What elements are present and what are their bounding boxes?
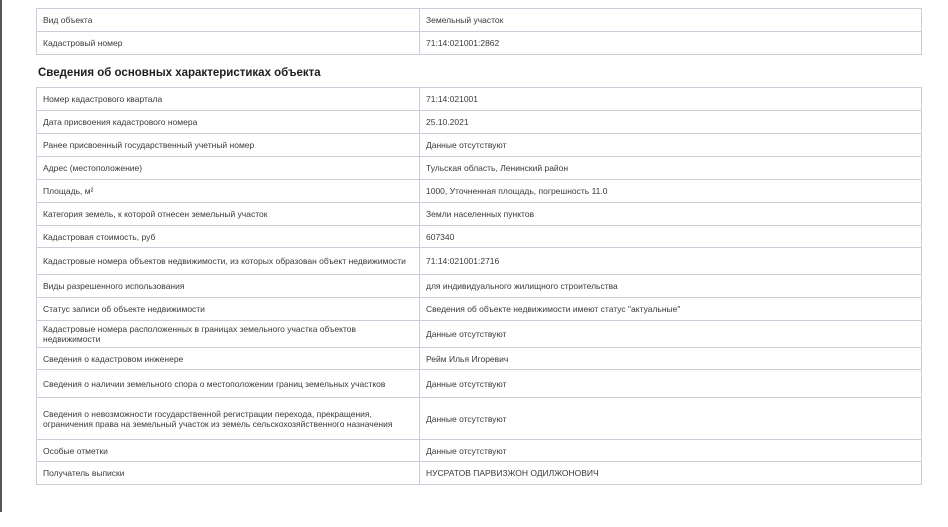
row-value: 1000, Уточненная площадь, погрешность 11.0	[420, 180, 922, 203]
row-value: Рейм Илья Игоревич	[420, 348, 922, 370]
table-row	[37, 226, 922, 248]
table-row	[37, 462, 922, 485]
table-row	[37, 157, 922, 180]
row-value: НУСРАТОВ ПАРВИЗЖОН ОДИЛЖОНОВИЧ	[420, 462, 922, 485]
row-value: 71:14:021001:2862	[420, 32, 922, 55]
row-label: Статус записи об объекте недвижимости	[37, 298, 420, 321]
table-row	[37, 248, 922, 275]
table-row	[37, 321, 922, 348]
window-edge	[0, 0, 2, 512]
row-label: Особые отметки	[37, 440, 420, 462]
table-row	[37, 134, 922, 157]
table-row	[37, 348, 922, 370]
row-label: Кадастровая стоимость, руб	[37, 226, 420, 248]
table-row	[37, 370, 922, 398]
row-label: Кадастровые номера объектов недвижимости, из которых образован объект недвижимости	[37, 248, 420, 275]
row-value: 607340	[420, 226, 922, 248]
row-value: Земельный участок	[420, 9, 922, 32]
row-label: Сведения о кадастровом инженере	[37, 348, 420, 370]
row-label: Номер кадастрового квартала	[37, 88, 420, 111]
table-row	[37, 203, 922, 226]
row-value: Сведения об объекте недвижимости имеют статус "актуальные"	[420, 298, 922, 321]
row-value: Данные отсутствуют	[420, 398, 922, 440]
row-label: Сведения о невозможности государственной регистрации перехода, прекращения, ограничения права на земельный участок из земель сельскохозяйственного назначения	[37, 398, 420, 440]
row-label: Кадастровый номер	[37, 32, 420, 55]
table-row	[37, 9, 922, 32]
row-value: Данные отсутствуют	[420, 440, 922, 462]
row-value: Земли населенных пунктов	[420, 203, 922, 226]
row-value: 71:14:021001:2716	[420, 248, 922, 275]
row-label: Получатель выписки	[37, 462, 420, 485]
row-label: Сведения о наличии земельного спора о местоположении границ земельных участков	[37, 370, 420, 398]
row-value: для индивидуального жилищного строительства	[420, 275, 922, 298]
table-row	[37, 440, 922, 462]
row-label: Дата присвоения кадастрового номера	[37, 111, 420, 134]
object-table	[36, 8, 922, 55]
row-label: Вид объекта	[37, 9, 420, 32]
row-value: Тульская область, Ленинский район	[420, 157, 922, 180]
row-label: Виды разрешенного использования	[37, 275, 420, 298]
row-value: 71:14:021001	[420, 88, 922, 111]
row-value: Данные отсутствуют	[420, 134, 922, 157]
row-label: Ранее присвоенный государственный учетный номер	[37, 134, 420, 157]
section-title: Сведения об основных характеристиках объекта	[38, 67, 321, 79]
table-row	[37, 180, 922, 203]
row-label: Площадь, м²	[37, 180, 420, 203]
row-value: Данные отсутствуют	[420, 370, 922, 398]
row-label: Кадастровые номера расположенных в границах земельного участка объектов недвижимости	[37, 321, 420, 348]
row-value: Данные отсутствуют	[420, 321, 922, 348]
table-row	[37, 275, 922, 298]
table-row	[37, 32, 922, 55]
table-row	[37, 111, 922, 134]
row-value: 25.10.2021	[420, 111, 922, 134]
table-row	[37, 298, 922, 321]
table-row	[37, 398, 922, 440]
row-label: Категория земель, к которой отнесен земельный участок	[37, 203, 420, 226]
table-row	[37, 88, 922, 111]
characteristics-table	[36, 87, 922, 485]
row-label: Адрес (местоположение)	[37, 157, 420, 180]
